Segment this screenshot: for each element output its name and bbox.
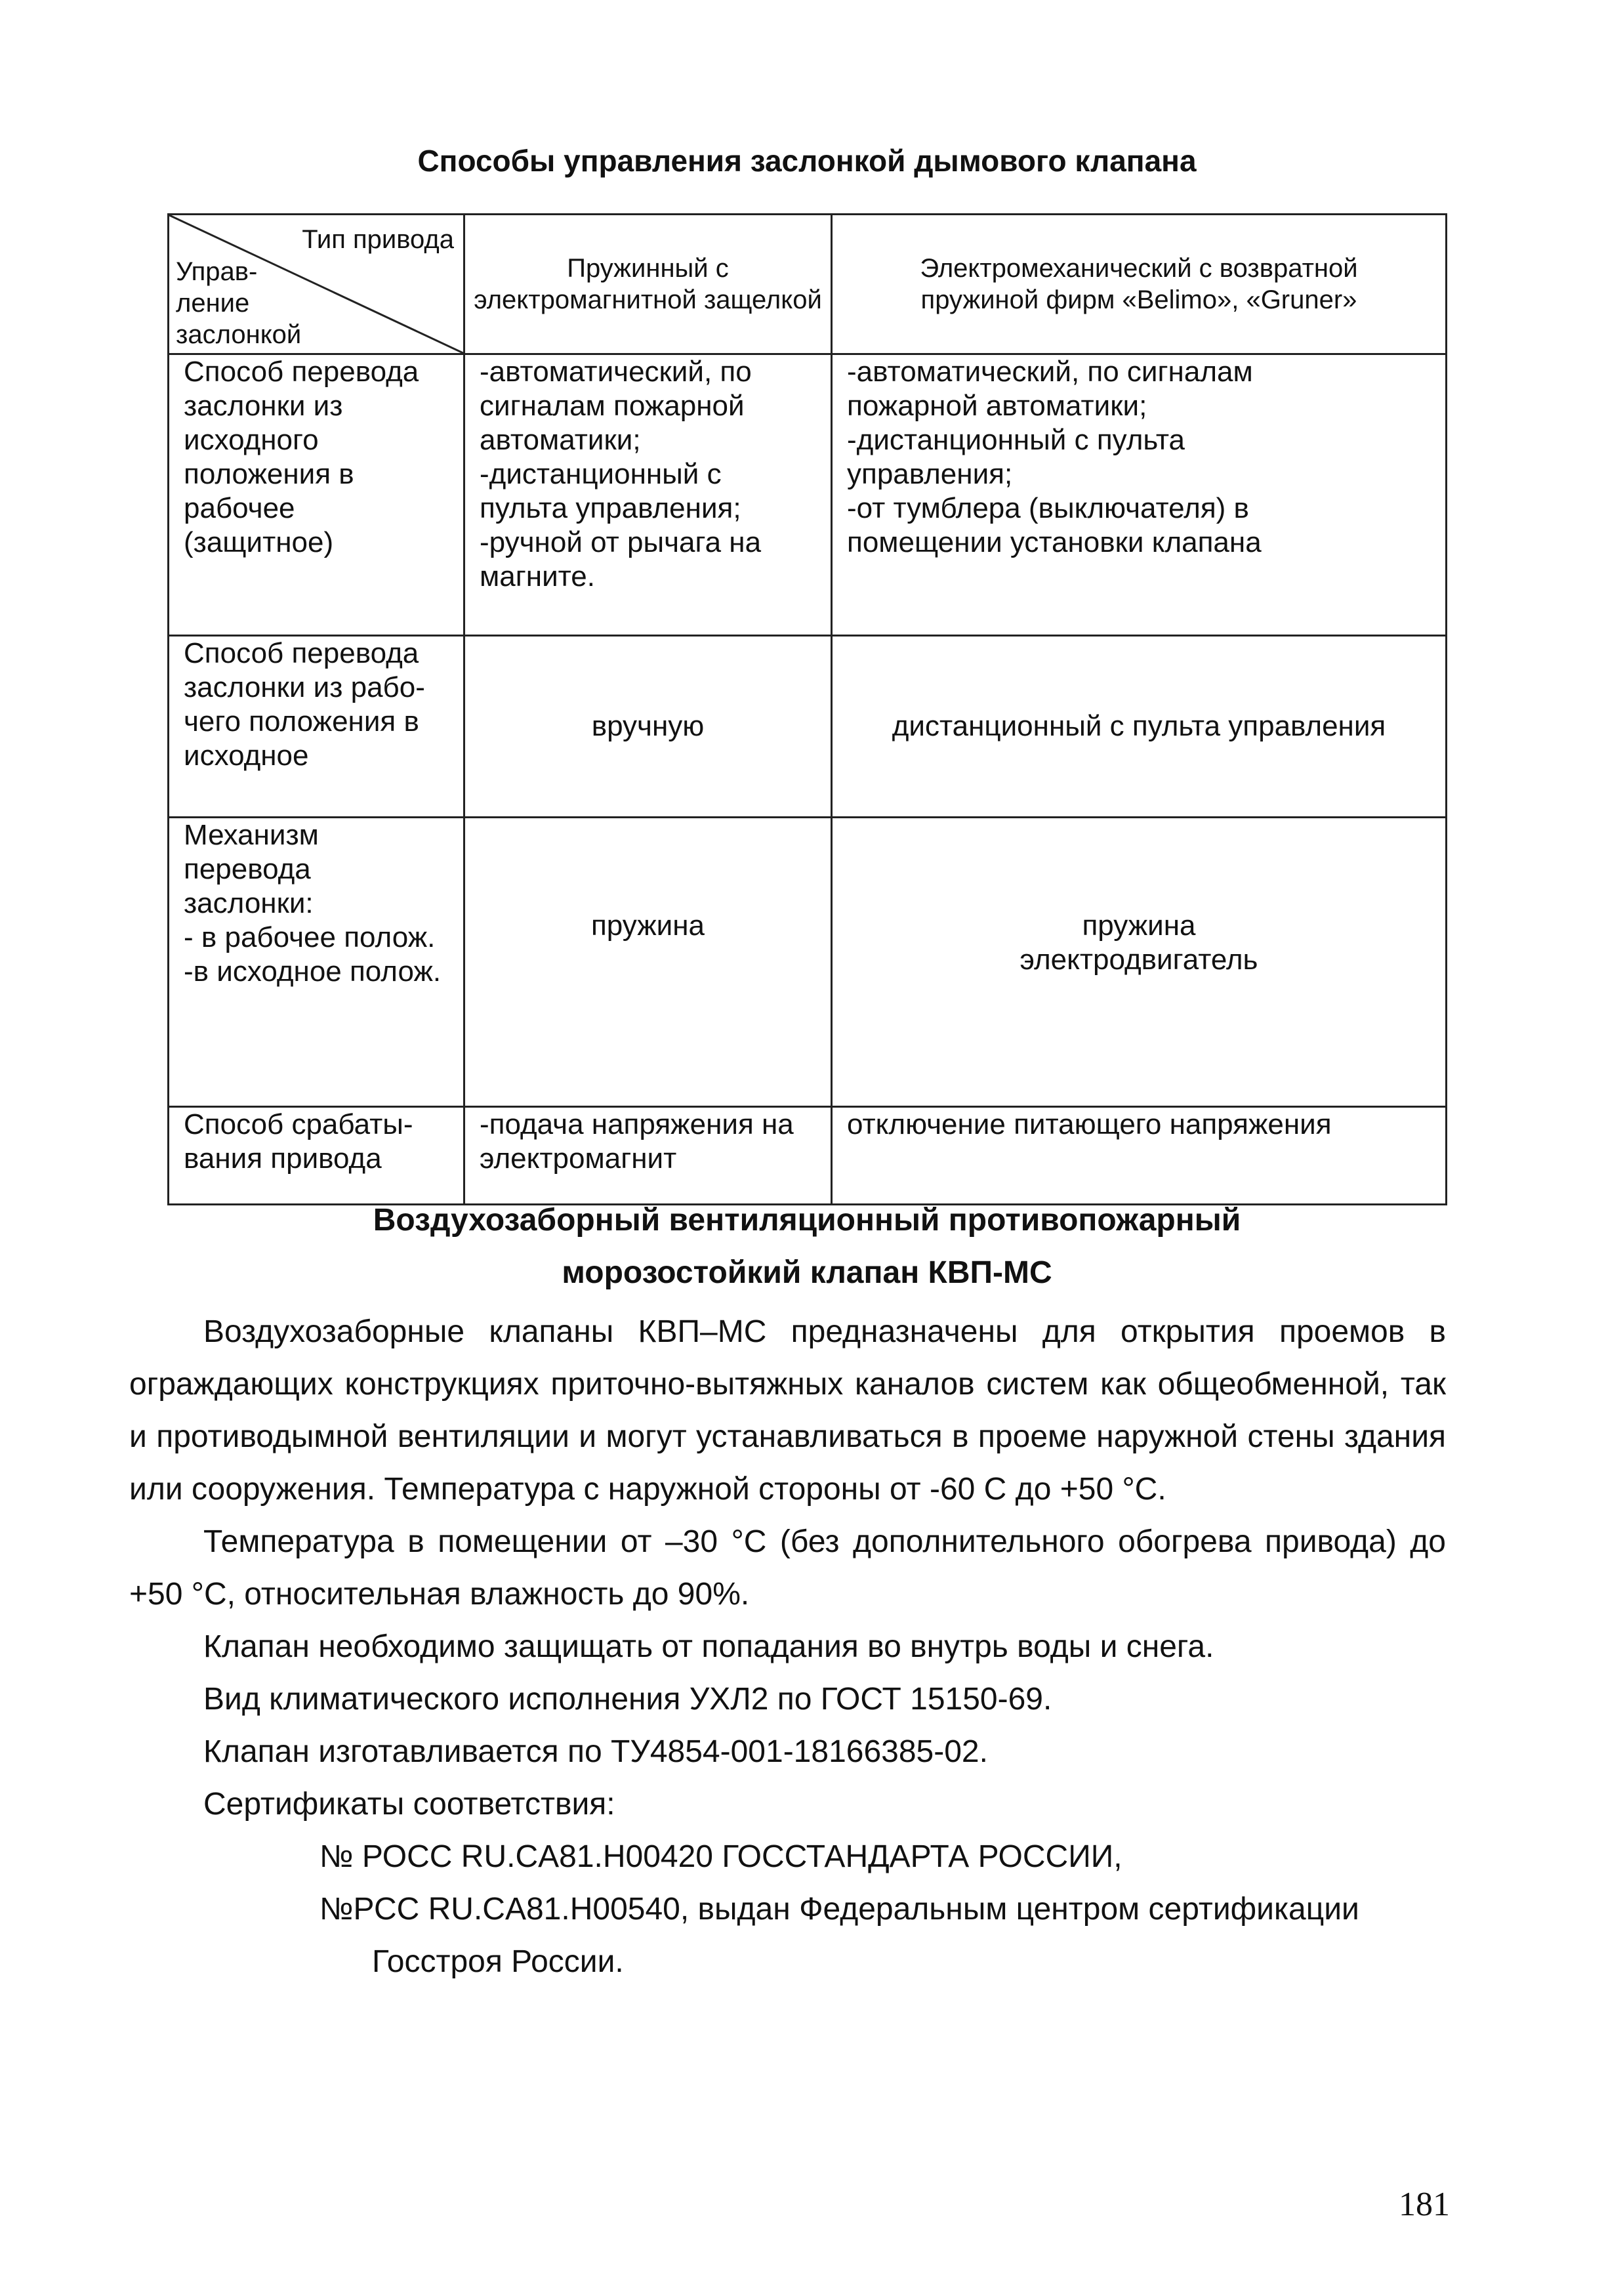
- paragraph: Клапан изготавливается по ТУ4854-001-18166385-02.: [203, 1734, 988, 1769]
- table-cell: отключение питающего напряжения: [832, 1107, 1447, 1205]
- table-cell: пружина: [464, 818, 832, 1107]
- table-title: Способы управления заслонкой дымового клапана: [417, 144, 1197, 178]
- certificate-line: №РСС RU.CA81.H00540, выдан Федеральным центром сертификации: [319, 1892, 1359, 1927]
- table-cell: вручную: [464, 636, 832, 818]
- table-cell: -автоматический, по сигналам пожарной автоматики; -дистанционный с пульта управления; -ручной от рычага на магните.: [464, 354, 832, 636]
- table-header-row: [169, 215, 1447, 354]
- page-number: 181: [1399, 2186, 1450, 2223]
- section-title: Воздухозаборный вентиляционный противопожарный морозостойкий клапан КВП-МС: [373, 1203, 1241, 1290]
- paragraph: Сертификаты соответствия:: [203, 1787, 615, 1822]
- table-cell: -автоматический, по сигналам пожарной автоматики; -дистанционный с пульта управления; -от тумблера (выключателя) в помещении установки клапана: [832, 354, 1447, 636]
- table-cell: пружина электродвигатель: [832, 818, 1447, 1107]
- table-row: [169, 636, 1447, 818]
- paragraph: Воздухозаборные клапаны КВП–МС предназначены для открытия проемов в ограждающих конструкциях приточно-вытяжных каналов систем как общеобменной, так и противодымной вентиляции и могут устанавливаться в проеме наружной стены здания или сооружения. Температура с наружной стороны от -60 С до +50 °С.: [129, 1314, 1446, 1507]
- paragraph: Клапан необходимо защищать от попадания во внутрь воды и снега.: [203, 1629, 1214, 1664]
- certificate-line: № РОСС RU.CA81.H00420 ГОССТАНДАРТА РОССИИ,: [319, 1839, 1122, 1874]
- table-cell: дистанционный с пульта управления: [832, 636, 1447, 818]
- diagonal-header-cell: [169, 215, 464, 354]
- table-cell: -подача напряжения на электромагнит: [464, 1107, 832, 1205]
- damper-control-table: [167, 213, 1447, 1205]
- header-electromechanical: Электромеханический с возвратной пружиной фирм «Belimo», «Gruner»: [832, 215, 1447, 354]
- row-label: Механизм перевода заслонки: - в рабочее полож. -в исходное полож.: [169, 818, 464, 1107]
- drive-type-label: Тип привода: [302, 225, 454, 254]
- header-spring-electromagnet: Пружинный с электромагнитной защелкой: [464, 215, 832, 354]
- table-row: [169, 1107, 1447, 1205]
- row-label: Способ перевода заслонки из исходного положения в рабочее (защитное): [169, 354, 464, 636]
- paragraph: Температура в помещении от –30 °С (без дополнительного обогрева привода) до +50 °С, относительная влажность до 90%.: [129, 1524, 1446, 1612]
- table-row: [169, 818, 1447, 1107]
- certificate-line: Госстроя России.: [372, 1944, 624, 1979]
- paragraph: Вид климатического исполнения УХЛ2 по ГОСТ 15150-69.: [203, 1682, 1052, 1717]
- row-label: Способ перевода заслонки из рабо- чего положения в исходное: [169, 636, 464, 818]
- row-label: Способ срабаты- вания привода: [169, 1107, 464, 1205]
- damper-control-label: Управ- ление заслонкой: [176, 257, 302, 349]
- table-row: [169, 354, 1447, 636]
- section-body: [129, 1306, 1446, 1988]
